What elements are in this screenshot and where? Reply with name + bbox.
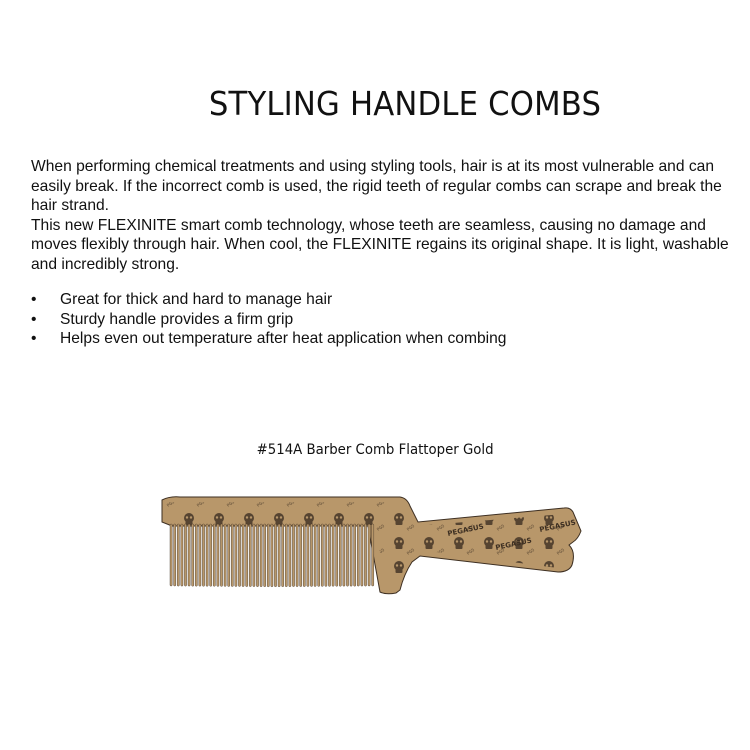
comb-tooth <box>354 524 356 586</box>
product-caption: #514A Barber Comb Flattoper Gold <box>256 442 494 458</box>
feature-text: Sturdy handle provides a firm grip <box>60 310 294 328</box>
comb-tooth <box>332 524 334 586</box>
comb-tooth <box>184 524 186 586</box>
comb-tooth <box>368 524 370 586</box>
bullet-icon: • <box>31 291 37 308</box>
comb-tooth <box>325 524 327 586</box>
comb-tooth <box>224 524 226 586</box>
comb-tooth <box>195 524 197 586</box>
comb-tooth <box>210 524 212 586</box>
comb-tooth <box>264 524 266 587</box>
description-paragraph: When performing chemical treatments and using styling tools, hair is at its most vulnerable and can easily break. If the incorrect comb is used, the rigid teeth of regular combs can scrape and break the hair strand. <box>31 158 722 214</box>
comb-tooth <box>339 524 341 586</box>
comb-tooth <box>213 524 215 586</box>
comb-tooth <box>206 524 208 586</box>
comb-tooth <box>296 524 298 587</box>
feature-text: Great for thick and hard to manage hair <box>60 291 333 308</box>
comb-tooth <box>336 524 338 586</box>
comb-tooth <box>274 524 276 587</box>
comb-tooth <box>246 524 248 587</box>
comb-tooth <box>170 524 172 586</box>
bullet-icon: • <box>31 330 37 347</box>
comb-tooth <box>249 524 251 587</box>
comb-tooth <box>188 524 190 586</box>
comb-tooth <box>242 524 244 587</box>
comb-tooth <box>181 524 183 586</box>
comb-tooth <box>285 524 287 587</box>
comb-tooth <box>321 524 323 586</box>
comb-tooth <box>350 524 352 586</box>
comb-product-image <box>148 486 594 606</box>
comb-tooth <box>300 524 302 587</box>
comb-tooth <box>310 524 312 587</box>
comb-teeth <box>170 524 374 587</box>
comb-tooth <box>228 524 230 587</box>
comb-tooth <box>289 524 291 587</box>
comb-tooth <box>235 524 237 587</box>
comb-tooth <box>292 524 294 587</box>
comb-tooth <box>217 524 219 586</box>
comb-tooth <box>328 524 330 586</box>
comb-tooth <box>220 524 222 586</box>
comb-tooth <box>192 524 194 586</box>
comb-tooth <box>357 524 359 586</box>
comb-tooth <box>364 524 366 586</box>
comb-tooth <box>282 524 284 587</box>
comb-tooth <box>372 524 374 586</box>
comb-tooth <box>271 524 273 587</box>
feature-item <box>31 290 731 310</box>
comb-tooth <box>278 524 280 587</box>
feature-list <box>31 290 731 349</box>
comb-tooth <box>346 524 348 586</box>
comb-tooth <box>256 524 258 587</box>
comb-tooth <box>314 524 316 587</box>
comb-tooth <box>361 524 363 586</box>
feature-text: Helps even out temperature after heat application when combing <box>60 330 507 347</box>
comb-tooth <box>202 524 204 586</box>
comb-tooth <box>238 524 240 587</box>
comb-tooth <box>174 524 176 586</box>
comb-tooth <box>267 524 269 587</box>
feature-item <box>31 329 731 349</box>
comb-tooth <box>260 524 262 587</box>
description-paragraph: This new FLEXINITE smart comb technology, whose teeth are seamless, causing no damage and moves flexibly through hair. When cool, the FLEXINITE regains its original shape. It is light, washable and incredibly strong. <box>31 216 729 273</box>
product-description <box>31 157 731 274</box>
comb-tooth <box>318 524 320 586</box>
page-title: STYLING HANDLE COMBS <box>208 84 602 123</box>
brand-watermark: PEGASUS <box>494 536 533 552</box>
comb-tooth <box>343 524 345 586</box>
brand-watermark: PEGASUS <box>446 522 485 538</box>
comb-tooth <box>253 524 255 587</box>
brand-watermark: PEGASUS <box>538 518 577 534</box>
comb-tooth <box>307 524 309 587</box>
comb-tooth <box>231 524 233 587</box>
comb-tooth <box>199 524 201 586</box>
comb-tooth <box>303 524 305 587</box>
comb-tooth <box>177 524 179 586</box>
bullet-icon: • <box>31 310 37 328</box>
feature-item <box>31 310 731 330</box>
